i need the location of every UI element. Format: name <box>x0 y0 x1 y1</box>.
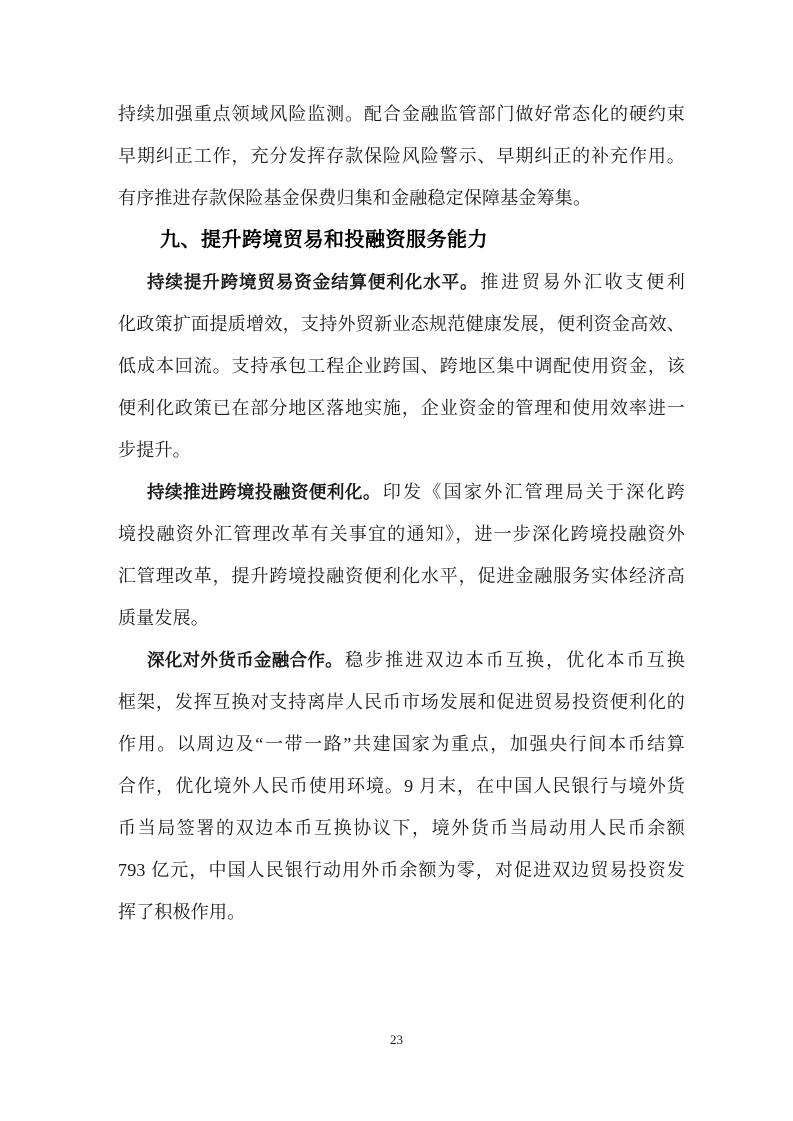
section-heading: 九、提升跨境贸易和投融资服务能力 <box>160 229 488 251</box>
text-line <box>118 429 685 471</box>
bold-lead-text: 持续推进跨境投融资便利化。 <box>147 482 381 502</box>
text-line <box>118 471 685 513</box>
text-line <box>118 807 685 849</box>
body-text: 框架，发挥互换对支持离岸人民币市场发展和促进贸易投资便利化的 <box>118 692 685 712</box>
bold-lead-text: 持续提升跨境贸易资金结算便利化水平。 <box>147 272 479 292</box>
text-line <box>118 345 685 387</box>
bold-lead-text: 深化对外货币金融合作。 <box>147 650 343 670</box>
body-text: 稳步推进双边本币互换，优化本币互换 <box>344 650 685 670</box>
body-text: 化政策扩面提质增效，支持外贸新业态规范健康发展，便利资金高效、 <box>118 314 685 334</box>
body-text: 793 亿元，中国人民银行动用外币余额为零，对促进双边贸易投资发 <box>118 860 685 880</box>
body-text: 便利化政策已在部分地区落地实施，企业资金的管理和使用效率进一 <box>118 398 685 418</box>
text-line <box>118 849 685 891</box>
text-line <box>118 387 685 429</box>
body-text: 持续加强重点领域风险监测。配合金融监管部门做好常态化的硬约束 <box>118 104 685 124</box>
body-text: 印发《国家外汇管理局关于深化跨 <box>382 482 686 502</box>
text-line <box>118 135 685 177</box>
text-line <box>118 723 685 765</box>
text-line <box>118 891 685 933</box>
document-body <box>118 93 685 933</box>
text-line <box>118 177 685 219</box>
body-text: 境投融资外汇管理改革有关事宜的通知》，进一步深化跨境投融资外 <box>118 524 685 544</box>
body-text: 挥了积极作用。 <box>118 902 246 922</box>
body-text: 推进贸易外汇收支便利 <box>480 272 686 292</box>
body-text: 质量发展。 <box>118 608 209 628</box>
body-text: 作用。以周边及“一带一路”共建国家为重点，加强央行间本币结算 <box>118 734 685 754</box>
text-line <box>118 261 685 303</box>
text-line <box>118 639 685 681</box>
body-text: 合作，优化境外人民币使用环境。9 月末，在中国人民银行与境外货 <box>118 776 685 796</box>
body-text: 汇管理改革，提升跨境投融资便利化水平，促进金融服务实体经济高 <box>118 566 685 586</box>
text-line <box>118 555 685 597</box>
text-line <box>118 93 685 135</box>
text-line <box>118 765 685 807</box>
page-number: 23 <box>390 1032 403 1047</box>
text-line <box>118 681 685 723</box>
body-text: 低成本回流。支持承包工程企业跨国、跨地区集中调配使用资金，该 <box>118 356 685 376</box>
body-text: 币当局签署的双边本币互换协议下，境外货币当局动用人民币余额 <box>118 818 685 838</box>
text-line <box>118 597 685 639</box>
body-text: 早期纠正工作，充分发挥存款保险风险警示、早期纠正的补充作用。 <box>118 146 685 166</box>
text-line <box>118 303 685 345</box>
body-text: 步提升。 <box>118 440 191 460</box>
text-line <box>118 513 685 555</box>
body-text: 有序推进存款保险基金保费归集和金融稳定保障基金筹集。 <box>118 188 592 208</box>
